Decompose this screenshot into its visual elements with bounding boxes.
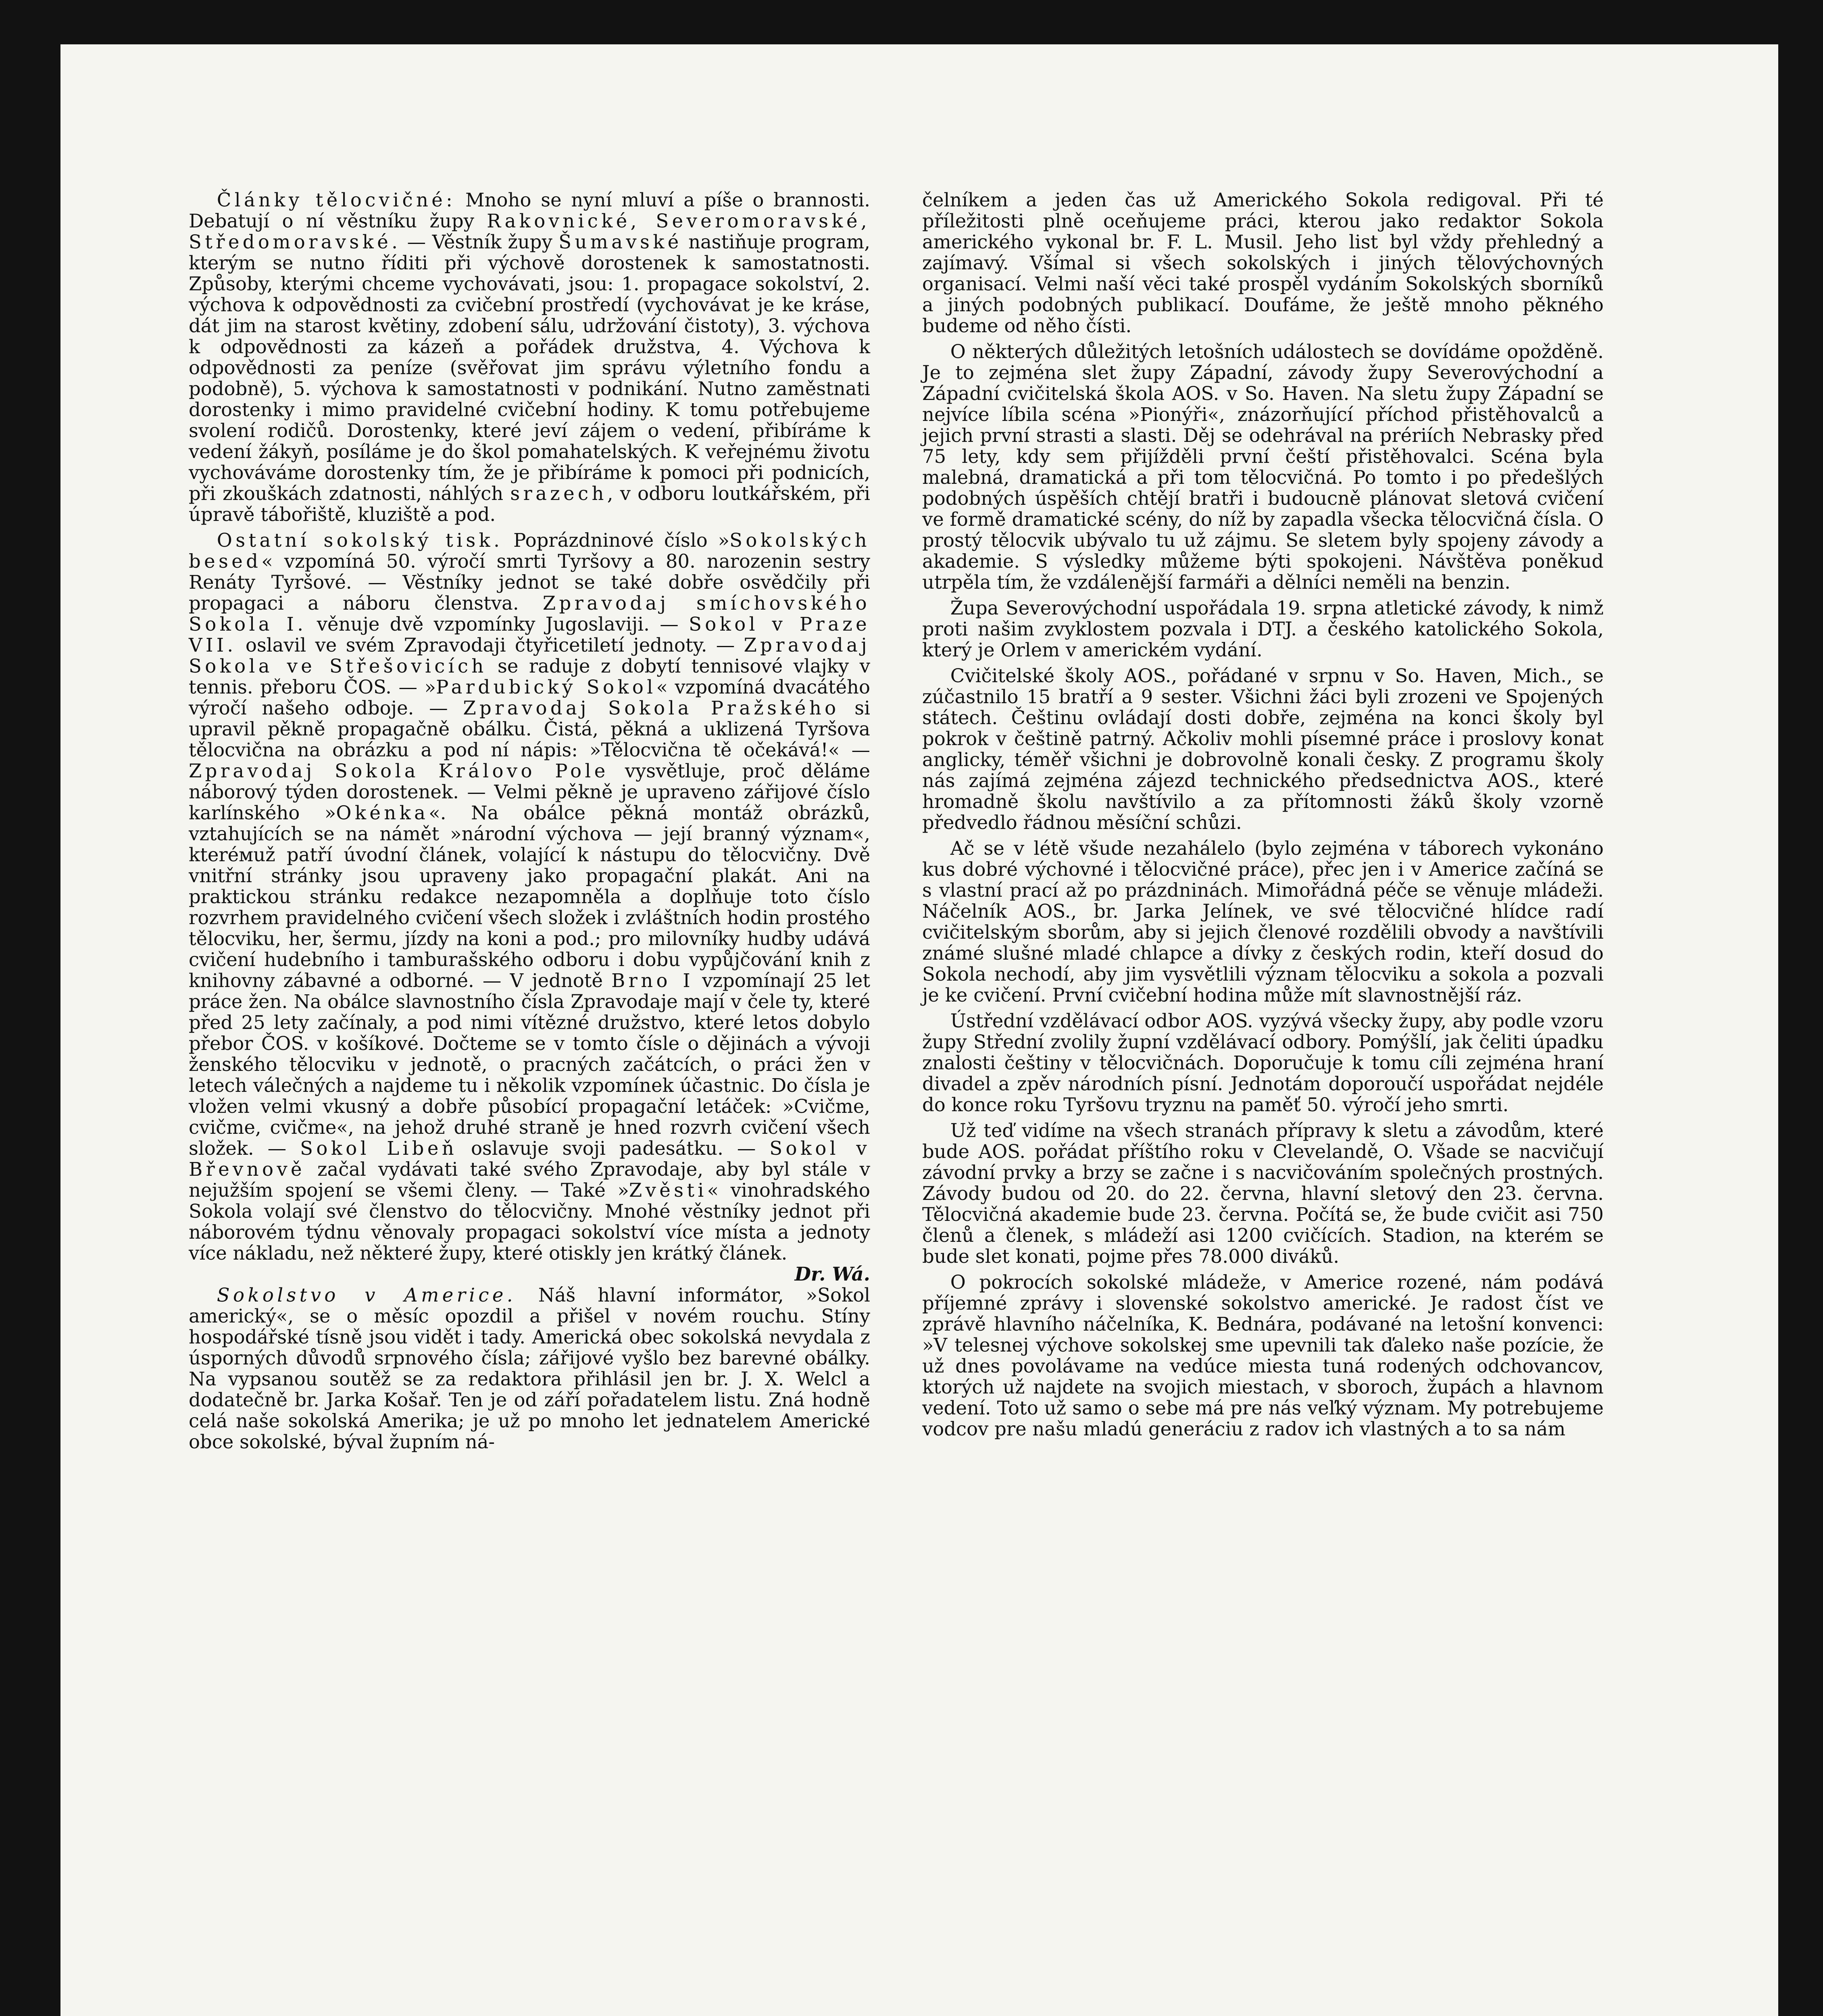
magazine-page (60, 44, 1778, 2016)
spaced-text: Sokolských besed (189, 529, 870, 572)
spaced-text: Sokol v Praze VII. (189, 613, 870, 656)
body-text: Poprázdninové číslo » (503, 529, 730, 551)
body-text: se raduje z dobytí tennisové vlajky v tennis. přeboru ČOS. — » (189, 655, 870, 698)
article-ostatni-sokolsky-tisk (189, 529, 871, 1285)
paragraph: Župa Severovýchodní uspořádala 19. srpna atletické závody, k nimž proti našim zvyklostem pozvala i DTJ. a českého katolického Sokola, který je Orlem v americkém vydání. (922, 597, 1604, 661)
article-sokolstvo-v-americe (189, 1285, 870, 1452)
spaced-text: Zpravodaj Sokola ve Střešovicích (189, 634, 870, 677)
body-text: Náš hlavní informátor, »Sokol americký«, se o měsíc opozdil a přišel v novém rouchu. Stíny hospodářské tísně jsou vidět i tady. Americká obec sokolská nevydala z úsporných důvodů srpnového čísla; zářijové vyšlo bez barevné obálky. Na vypsanou soutěž se za redaktora přihlásil jen br. J. X. Welcl a dodatečně br. Jarka Košař. Ten je od září pořadatelem listu. Zná hodně celá naše sokolská Amerika; je už po mnoho let jednatelem Americké obce sokolské, býval župním ná- (189, 1284, 870, 1453)
spaced-text: Sokol Libeň (300, 1137, 458, 1159)
spaced-text: Pardubický Sokol (436, 676, 656, 698)
section-heading: Ostatní sokolský tisk. (217, 529, 503, 551)
body-text: si upravil pěkně propagačně obálku. Čistá, pěkná a uklizená Tyršova tělocvična na obrázku a pod ní nápis: »Tělocvična tě očekává!« — (189, 697, 870, 761)
paragraph: Cvičitelské školy AOS., pořádané v srpnu v So. Haven, Mich., se zúčastnilo 15 bratří a 9 sester. Všichni žáci byli zrozeni ve Spojených státech. Češtinu ovládají dosti dobře, zejména na konci školy byl pokrok v češtině patrný. Ačkoliv mohli písemné práce i proslovy konat anglicky, téměř všichni je dobrovolně konali česky. Z programu školy nás zajímá zejména zájezd technického předsednictva AOS., které hromadně školu navštívilo a za přítomnosti žáků školy vzorně předvedlo řádnou měsíční schůzi. (922, 665, 1604, 833)
body-text: oslavil ve svém Zpravodaji čtyřicetiletí jednoty. — (236, 634, 744, 656)
body-text: « vzpomíná 50. výročí smrti Tyršovy a 80. narozenin sestry Renáty Tyršové. — Věstníky jednot se také dobře osvědčily při propagaci a náboru členstva. (189, 550, 870, 614)
body-text: nastiňuje program, kterým se nutno říditi při výchově dorostenek k samostatnosti. Způsoby, kterými chceme vychovávati, jsou: 1. propagace sokolství, 2. výchova k odpovědnosti za cvičební prostředí (vychovávat je ke kráse, dát jim na starost květiny, zdobení sálu, udržování čistoty), 3. výchova k odpovědnosti za kázeň a pořádek družstva, 4. Výchova k odpovědnosti za peníze (svěřovat jim správu výletního fondu a podobně), 5. výchova k samostatnosti v podnikání. Nutno zaměstnati dorostenky i mimo pravidelné cvičební hodiny. K tomu potřebujeme svolení rodičů. Dorostenky, které jeví zájem o vedení, přibíráme k vedení žákyň, posíláme je do škol pomahatelských. K veřejnému životu vychováváme dorostenky tím, že je přibíráme k pomoci při podnicích, při zkouškách zdatnosti, náhlých (189, 231, 870, 504)
paragraph: Ústřední vzdělávací odbor AOS. vyzývá všecky župy, aby podle vzoru župy Střední zvolily župní vzdělávací odbory. Pomýšlí, jak čeliti úpadku znalosti češtiny v tělocvičnách. Doporučuje k tomu cíli zejména hraní divadel a zpěv národních písní. Jednotám doporoučí uspořádat nejdéle do konce roku Tyršovu tryznu na paměť 50. výročí jeho smrti. (922, 1010, 1604, 1116)
spaced-text: Sokol v Břevnově (189, 1137, 870, 1180)
spaced-text: Zpravodaj smíchovského Sokola I. (189, 592, 870, 635)
spaced-text: Rakovnické, Severomoravské, Středomoravské. (189, 210, 870, 253)
left-column (189, 190, 870, 1452)
section-heading: Sokolstvo v Americe. (217, 1284, 516, 1306)
paragraph: O některých důležitých letošních událostech se dovídáme opožděně. Je to zejména slet župy Západní, závody župy Severovýchodní a Západní cvičitelská škola AOS. v So. Haven. Na sletu župy Západní se nejvíce líbila scéna »Pionýři«, znázorňující příchod přistěhovalců a jejich první strasti a slasti. Děj se odehrával na prériích Nebrasky před 75 lety, kdy sem přijížděli první čeští přistěhovalci. Scéna byla malebná, dramatická a při tom tělocvičná. Po tomto i po předešlých podobných úspěších chtějí bratři i budoucně plánovat sletová cvičení ve formě dramatické scény, do níž by zapadla všecka tělocvičná čísla. O prostý tělocvik ubývalo tu už zájmu. Se sletem byly spojeny závody a akademie. S výsledky můžeme býti spokojeni. Návštěva poněkud utrpěla tím, že vzdálenější farmáři a dělníci neměli na benzin. (922, 341, 1604, 593)
spaced-text: Zpravodaj Sokola Královo Pole (189, 760, 609, 782)
article-clanky-telocvicne (189, 190, 870, 525)
right-column (922, 190, 1604, 1439)
body-text: Mnoho se nyní mluví a píše o brannosti. Debatují o ní věstníku župy (189, 189, 870, 232)
body-text: , v odboru loutkářském, při úpravě tábořiště, kluziště a pod. (189, 483, 870, 525)
body-text: « vzpomíná dvacátého výročí našeho odboje. — (189, 676, 870, 719)
body-text: vysvětluje, proč děláme náborový týden dorostenek. — Velmi pěkně je upraveno zářijové číslo karlínského » (189, 760, 870, 824)
paragraph-continuation: čelníkem a jeden čas už Amerického Sokola redigoval. Při té příležitosti plně oceňujeme práci, kterou jako redaktor Sokola amerického vykonal br. F. L. Musil. Jeho list byl vždy přehledný a zajímavý. Všímal si všech sokolských i jiných tělovýchovných organisací. Velmi naší věci také prospěl vydáním Sokolských sborníků a jiných podobných publikací. Doufáme, že ještě mnoho pěkného budeme od něho čísti. (922, 189, 1604, 337)
section-heading: Články tělocvičné: (217, 189, 456, 211)
spaced-text: Zvěsti (629, 1179, 707, 1201)
spaced-text: srazech (510, 483, 607, 504)
spaced-text: Okénka (336, 802, 429, 824)
body-text: oslavuje svoji padesátku. — (457, 1137, 770, 1159)
body-text: začal vydávati také svého Zpravodaje, aby byl stále v nejužším spojení se všemi členy. — Také » (189, 1158, 870, 1201)
body-text: « vinohradského Sokola volají své členstvo do tělocvičny. Mnohé věstníky jednot při náborovém týdnu věnovaly propagaci sokolství více místa a jednoty více nákladu, než některé župy, které otiskly jen krátký článek. (189, 1179, 870, 1264)
spaced-text: Šumavské (558, 231, 682, 253)
body-text: věnuje dvě vzpomínky Jugoslaviji. — (306, 613, 689, 635)
paragraph: Ač se v létě všude nezahálelo (bylo zejména v táborech vykonáno kus dobré výchovné i tělocvičné práce), přec jen i v Americe začíná se s vlastní prací až po prázdninách. Mimořádná péče se věnuje mládeži. Náčelník AOS., br. Jarka Jelínek, ve své tělocvičné hlídce radí cvičitelským sborům, aby si jejich členové rozdělili obvody a navštívili známé slušné mladé chlapce a dívky z českých rodin, kteří dosud do Sokola nechodí, aby jim vysvětlili význam tělocviku a sokola a pozvali je ke cvičení. První cvičební hodina může mít slavnostnější ráz. (922, 837, 1604, 1006)
spaced-text: Zpravodaj Sokola Pražského (463, 697, 840, 719)
paragraph: O pokrocích sokolské mládeže, v Americe rozené, nám podává příjemné zprávy i slovenské sokolstvo americké. Je radost číst ve zprávě hlavního náčelníka, K. Bednára, podávané na letošní konvenci: »V telesnej výchove sokolskej sme upevnili tak ďaleko naše pozície, že už dnes povolávame na vedúce miesta tuná rodených odchovancov, ktorých už najdete na svojich miestach, v sboroch, župách a hlavnom vedení. Toto už samo o sebe má pre nás veľký význam. My potrebujeme vodcov pre našu mladú generáciu z radov ich vlastných a to sa nám (922, 1271, 1604, 1440)
spaced-text: Brno I (611, 970, 694, 991)
author-signature: Dr. Wá. (794, 1263, 870, 1285)
body-text: — Věstník župy (401, 231, 559, 253)
body-text: «. Na obálce pěkná montáž obrázků, vztahujících se na námět »národní výchova — její branný význam«, kteréмuž patří úvodní článek, volající k nástupu do tělocvičny. Dvě vnitřní stránky jsou upraveny jako propagační plakát. Ani na praktickou stránku redakce nezapomněla a doplňuje toto číslo rozvrhem pravidelného cvičení všech složek i zvláštních hodin prostého tělocviku, her, šermu, jízdy na koni a pod.; pro milovníky hudby udává cvičení hudebního i tamburašského odboru i dobu vypůjčování knih z knihovny zábavné a odborné. — V jednotě (189, 802, 870, 991)
body-text: vzpomínají 25 let práce žen. Na obálce slavnostního čísla Zpravodaje mají v čele ty, které před 25 lety začínaly, a pod nimi vítězné družstvo, které letos dobylo přebor ČOS. v košíkové. Dočteme se v tomto čísle o dějinách a vývoji ženského tělocviku v jednotě, o pracných začátcích, o práci žen v letech válečných a najdeme tu i několik vzpomínek účastnic. Do čísla je vložen velmi vkusný a dobře působící propagační letáček: »Cvičme, cvičme, cvičme«, na jehož druhé straně je hned rozvrh cvičení všech složek. — (189, 970, 871, 1159)
paragraph: Už teď vidíme na všech stranách přípravy k sletu a závodům, které bude AOS. pořádat příštího roku v Clevelandě, O. Všade se nacvičují závodní prvky a brzy se začne i s nacvičováním společných prostných. Závody budou od 20. do 22. června, hlavní sletový den 23. června. Tělocvičná akademie bude 23. června. Počítá se, že bude cvičit asi 750 členů a členek, s mládeží asi 1200 cvičících. Stadion, na kterém se bude slet konati, pojme přes 78.000 diváků. (922, 1120, 1604, 1267)
